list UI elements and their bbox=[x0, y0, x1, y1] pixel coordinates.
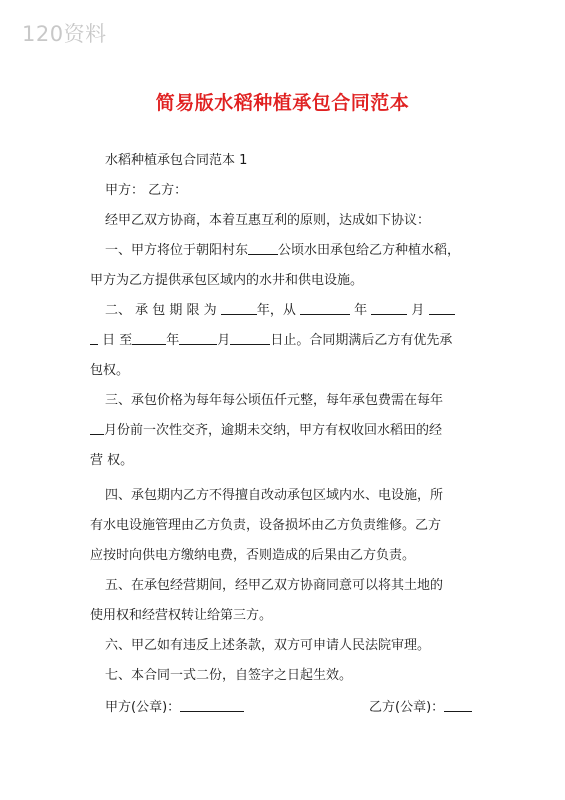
clause-5-line-1: 五、在承包经营期间，经甲乙双方协商同意可以将其土地的 bbox=[105, 578, 444, 593]
clause-6: 六、甲乙如有违反上述条款，双方可申请人民法院审理。 bbox=[105, 638, 431, 653]
clause-1-text-b: 公顷水田承包给乙方种植水稻， bbox=[278, 243, 461, 258]
signature-party-b bbox=[369, 699, 472, 717]
clause-4-line-2: 有水电设施管理由乙方负责，设备损坏由乙方负责维修。乙方 bbox=[90, 518, 442, 533]
clause-2-line-3: 包权。 bbox=[90, 363, 130, 378]
blank-field bbox=[221, 302, 257, 315]
signature-b-blank bbox=[444, 699, 472, 712]
signature-a-label: 甲方(公章)： bbox=[105, 700, 181, 715]
clause-4-line-3: 应按时向供电方缴纳电费，否则造成的后果由乙方负责。 bbox=[90, 548, 416, 563]
clause-2-text-e: 日 至 bbox=[102, 333, 133, 348]
blank-field bbox=[132, 332, 166, 345]
signature-party-a bbox=[105, 699, 244, 717]
clause-2-text-f: 年 bbox=[166, 333, 180, 348]
blank-field bbox=[248, 242, 278, 255]
blank-field bbox=[179, 332, 217, 345]
clause-7: 七、本合同一式二份，自签字之日起生效。 bbox=[105, 668, 353, 683]
blank-field bbox=[90, 422, 104, 435]
contract-subtitle: 水稻种植承包合同范本 1 bbox=[105, 153, 248, 168]
clause-1-line-1 bbox=[105, 242, 460, 260]
clause-1-line-2: 甲方为乙方提供承包区域内的水井和供电设施。 bbox=[90, 273, 364, 288]
watermark: 120资料 bbox=[22, 22, 107, 46]
clause-2-text-g: 月 bbox=[217, 333, 231, 348]
clause-2-text-d: 月 bbox=[411, 303, 425, 318]
clause-2-line-1 bbox=[105, 302, 455, 320]
blank-field bbox=[371, 302, 407, 315]
clause-2-text-h: 日止。合同期满后乙方有优先承 bbox=[270, 333, 453, 348]
clause-5-line-2: 使用权和经营权转让给第三方。 bbox=[90, 608, 273, 623]
clause-3-line-2 bbox=[90, 422, 442, 440]
clause-1-text-a: 一、甲方将位于朝阳村东 bbox=[105, 243, 249, 258]
signature-a-blank bbox=[180, 699, 244, 712]
parties-line: 甲方： 乙方： bbox=[105, 183, 188, 198]
clause-3-line-1: 三、承包价格为每年每公顷伍仟元整，每年承包费需在每年 bbox=[105, 393, 444, 408]
document-title: 简易版水稻种植承包合同范本 bbox=[155, 92, 410, 114]
clause-2-line-2 bbox=[90, 332, 452, 350]
clause-2-text-c: 年 bbox=[354, 303, 368, 318]
blank-field bbox=[300, 302, 350, 315]
intro-paragraph: 经甲乙双方协商，本着互惠互利的原则，达成如下协议： bbox=[105, 213, 431, 228]
clause-2-text-a: 二、 承 包 期 限 为 bbox=[105, 303, 217, 318]
clause-4-line-1: 四、承包期内乙方不得擅自改动承包区域内水、电设施，所 bbox=[105, 488, 444, 503]
clause-3-line-3: 营 权。 bbox=[90, 453, 134, 468]
blank-field bbox=[230, 332, 270, 345]
blank-field bbox=[429, 302, 455, 315]
blank-field bbox=[90, 332, 98, 345]
signature-b-label: 乙方(公章)： bbox=[369, 700, 445, 715]
clause-3-text: 月份前一次性交齐，逾期未交纳，甲方有权收回水稻田的经 bbox=[104, 423, 443, 438]
clause-2-text-b: 年，从 bbox=[256, 303, 296, 318]
